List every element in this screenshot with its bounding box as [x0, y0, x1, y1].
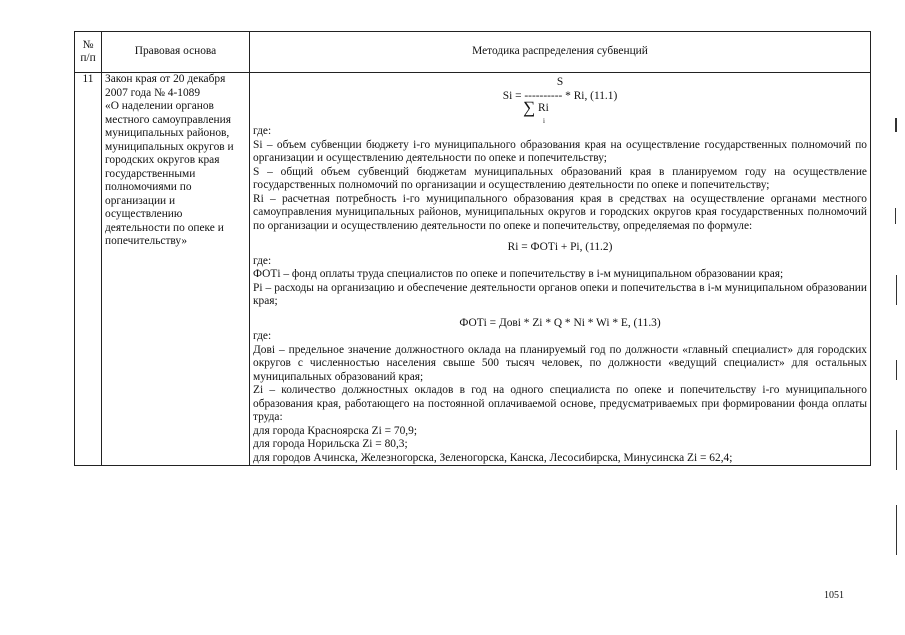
methodology-cell [250, 73, 871, 466]
formula-11-1 [253, 73, 867, 125]
header-methodology: Методика распределения субвенций [250, 32, 871, 73]
formula-numerator: S [556, 76, 564, 88]
formula-11-2: Ri = ФОТi + Pi, (11.2) [507, 241, 613, 253]
basis-line: «О наделении органов [105, 100, 214, 112]
definition-foti: ФОТi – фонд оплаты труда специалистов по опеке и попечительству в i-м муниципальном образовании края; [253, 268, 784, 280]
header-number-line1: № [82, 38, 94, 51]
formula-denominator [523, 98, 549, 117]
basis-line: Закон края от 20 декабря [105, 73, 226, 85]
sigma-subscript: i [543, 117, 545, 125]
subvention-table [74, 31, 871, 466]
basis-line: деятельности по опеке и [105, 221, 224, 234]
basis-line: организации и [105, 194, 176, 207]
row-number: 11 [75, 73, 102, 466]
definition-s: S – общий объем субвенций бюджетам муниципальных образований края в планируемом году на осуществление государственных полномочий по организации и осуществлению деятельности по опеке и попечительству; [253, 165, 867, 191]
header-number [75, 32, 102, 73]
where-label: где: [253, 330, 272, 342]
basis-line: 2007 года № 4-1089 [105, 86, 201, 99]
basis-line: государственными [105, 167, 196, 180]
scan-edge-mark [896, 505, 897, 555]
sigma-symbol: ∑ [523, 98, 536, 117]
scan-edge-mark [895, 208, 896, 224]
list-item: для города Красноярска Zi = 70,9; [253, 424, 417, 437]
basis-line: муниципальных округов и [105, 140, 234, 153]
definition-si: Si – объем субвенции бюджету i-го муниципального образования края на осуществление государственных полномочий по организации и осуществлению деятельности по опеке и попечительству; [253, 138, 867, 164]
basis-line: местного самоуправления [105, 113, 231, 126]
formula-main: Si = ---------- * Ri, (11.1) [502, 90, 618, 102]
list-item: для городов Ачинска, Железногорска, Зеленогорска, Канска, Лесосибирска, Минусинска Zi = 62,4; [253, 451, 733, 464]
definition-pi: Pi – расходы на организацию и обеспечение деятельности органов опеки и попечительства в i-м муниципальном образовании края; [253, 281, 867, 307]
header-legal-basis: Правовая основа [102, 32, 250, 73]
table-header-row [75, 32, 871, 73]
list-item: для города Норильска Zi = 80,3; [253, 438, 408, 450]
basis-line: осуществлению [105, 208, 183, 220]
scan-edge-mark [895, 118, 897, 132]
basis-line: попечительству» [105, 235, 188, 247]
where-label: где: [253, 254, 272, 267]
basis-line: городских округов края [105, 154, 220, 166]
table-row [75, 73, 871, 466]
definition-ri: Ri – расчетная потребность i-го муниципального образования края в средствах на осуществление органами местного самоуправления муниципальных районов, муниципальных округов и городских округов края государственных полномочий по организации и осуществлению деятельности по опеке и попечительству, определяемая по формуле: [253, 192, 867, 232]
scan-edge-mark [896, 360, 897, 380]
header-number-line2: п/п [80, 52, 96, 64]
basis-line: полномочиями по [105, 181, 192, 193]
denominator-text: Ri [537, 102, 549, 114]
legal-basis-cell [102, 73, 250, 466]
page-number: 1051 [824, 590, 844, 601]
where-label: где: [253, 125, 272, 137]
definition-dovi: Довi – предельное значение должностного оклада на планируемый год по должности «главный специалист» для городских округов с численностью населения свыше 500 тысяч человек, по должности «ведущий специалист» для остальных муниципальных образований края; [253, 343, 867, 383]
scan-edge-mark [896, 275, 897, 305]
basis-line: муниципальных районов, [105, 127, 230, 139]
formula-11-3: ФОТi = Довi * Zi * Q * Ni * Wi * E, (11.3) [459, 316, 661, 329]
scan-edge-mark [896, 430, 897, 470]
definition-zi: Zi – количество должностных окладов в год на одного специалиста по опеке и попечительству i-го муниципального образования края, работающего на постоянной оплачиваемой основе, предусматриваемых при формировании фонда оплаты труда: [253, 384, 867, 423]
